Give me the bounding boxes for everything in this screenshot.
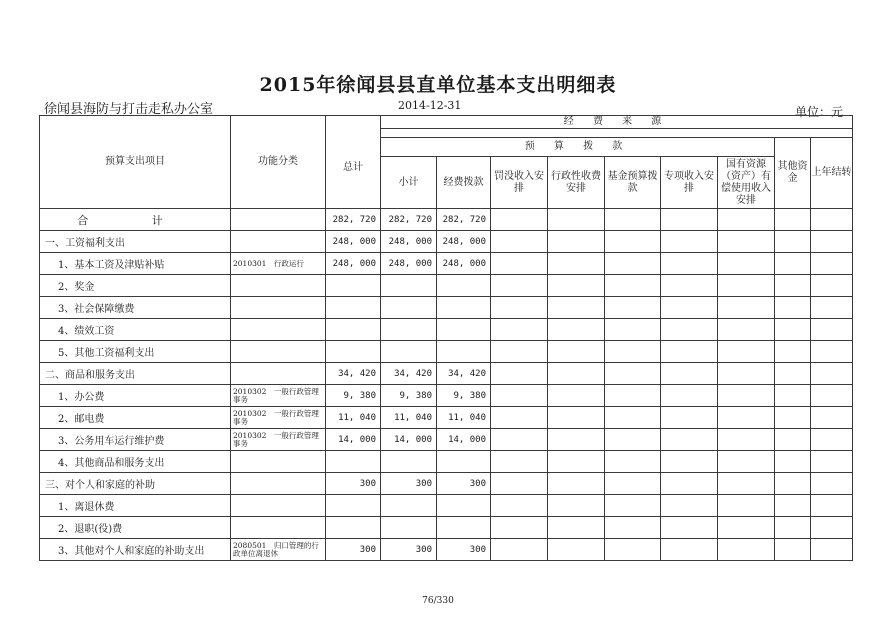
empty-cell — [605, 539, 661, 561]
empty-cell — [548, 319, 605, 341]
header-fines: 罚没收入安排 — [491, 157, 548, 209]
header-total: 总计 — [326, 129, 381, 209]
empty-cell — [661, 253, 718, 275]
header-subtotal: 小计 — [381, 157, 437, 209]
header-carryover: 上年结转 — [811, 138, 853, 209]
row-label: 三、对个人和家庭的补助 — [40, 473, 231, 495]
empty-cell — [775, 275, 811, 297]
row-func — [231, 495, 326, 517]
total-total: 282, 720 — [326, 209, 381, 231]
empty-cell — [661, 231, 718, 253]
empty-cell — [548, 451, 605, 473]
empty-cell — [811, 451, 853, 473]
empty-cell — [548, 385, 605, 407]
row-allocation — [437, 341, 491, 363]
header-blank — [326, 116, 381, 129]
empty-cell — [811, 539, 853, 561]
header-func: 功能分类 — [231, 116, 326, 209]
empty-cell — [811, 473, 853, 495]
empty-cell — [605, 429, 661, 451]
total-allocation: 282, 720 — [437, 209, 491, 231]
empty-cell — [775, 341, 811, 363]
empty-cell — [661, 407, 718, 429]
empty-cell — [718, 495, 775, 517]
empty-cell — [491, 407, 548, 429]
empty-cell — [491, 517, 548, 539]
empty-cell — [548, 297, 605, 319]
empty-cell — [548, 363, 605, 385]
header-spacer — [381, 129, 853, 138]
empty-cell — [775, 385, 811, 407]
row-subtotal: 9, 380 — [381, 385, 437, 407]
header-special: 专项收入安排 — [661, 157, 718, 209]
page-number: 76/330 — [422, 596, 454, 606]
total-func — [231, 209, 326, 231]
page-title: 2015年徐闻县县直单位基本支出明细表 — [259, 74, 617, 96]
row-total: 300 — [326, 473, 381, 495]
header-admin-fees: 行政性收费安排 — [548, 157, 605, 209]
total-row — [40, 209, 853, 231]
empty-cell — [548, 495, 605, 517]
empty-cell — [718, 451, 775, 473]
empty-cell — [605, 517, 661, 539]
row-subtotal: 300 — [381, 539, 437, 561]
empty-cell — [491, 495, 548, 517]
empty-cell — [718, 407, 775, 429]
empty-cell — [661, 517, 718, 539]
row-func — [231, 363, 326, 385]
header-state-assets: 国有资源（资产）有偿使用收入安排 — [718, 157, 775, 209]
row-allocation: 11, 040 — [437, 407, 491, 429]
empty-cell — [491, 429, 548, 451]
empty-cell — [605, 297, 661, 319]
empty-cell — [605, 495, 661, 517]
row-allocation: 14, 000 — [437, 429, 491, 451]
row-func — [231, 517, 326, 539]
empty-cell — [491, 539, 548, 561]
row-subtotal: 14, 000 — [381, 429, 437, 451]
empty-cell — [491, 275, 548, 297]
table-row — [40, 407, 853, 429]
row-subtotal — [381, 297, 437, 319]
row-total — [326, 319, 381, 341]
row-total — [326, 275, 381, 297]
row-label: 3、公务用车运行维护费 — [40, 429, 231, 451]
empty-cell — [661, 341, 718, 363]
empty-cell — [491, 253, 548, 275]
table-row — [40, 385, 853, 407]
empty-cell — [605, 473, 661, 495]
row-allocation — [437, 517, 491, 539]
row-func — [231, 275, 326, 297]
empty-cell — [775, 517, 811, 539]
header-budget: 预 算 拨 款 — [381, 138, 775, 157]
row-label: 2、邮电费 — [40, 407, 231, 429]
table-row — [40, 253, 853, 275]
row-func: 2010301 行政运行 — [231, 253, 326, 275]
row-allocation — [437, 319, 491, 341]
header-source: 经 费 来 源 — [381, 116, 853, 129]
header-allocation: 经费拨款 — [437, 157, 491, 209]
row-total: 14, 000 — [326, 429, 381, 451]
row-label: 3、社会保障缴费 — [40, 297, 231, 319]
empty-cell — [548, 275, 605, 297]
empty-cell — [491, 363, 548, 385]
header-other: 其他资金 — [775, 138, 811, 209]
row-subtotal — [381, 517, 437, 539]
row-label: 一、工资福利支出 — [40, 231, 231, 253]
row-func: 2080501 归口管理的行政单位离退休 — [231, 539, 326, 561]
empty-cell — [548, 253, 605, 275]
row-func: 2010302 一般行政管理事务 — [231, 407, 326, 429]
empty-cell — [491, 297, 548, 319]
table-row — [40, 363, 853, 385]
row-subtotal — [381, 341, 437, 363]
empty-cell — [661, 275, 718, 297]
empty-cell — [548, 539, 605, 561]
row-label: 1、办公费 — [40, 385, 231, 407]
empty-cell — [775, 473, 811, 495]
row-allocation: 34, 420 — [437, 363, 491, 385]
table-header — [40, 116, 853, 209]
row-total — [326, 517, 381, 539]
empty-cell — [718, 319, 775, 341]
empty-cell — [661, 385, 718, 407]
empty-cell — [605, 319, 661, 341]
total-subtotal: 282, 720 — [381, 209, 437, 231]
empty-cell — [775, 297, 811, 319]
empty-cell — [718, 231, 775, 253]
row-allocation — [437, 275, 491, 297]
empty-cell — [605, 363, 661, 385]
table-row — [40, 319, 853, 341]
row-label: 二、商品和服务支出 — [40, 363, 231, 385]
empty-cell — [718, 473, 775, 495]
row-label: 2、奖金 — [40, 275, 231, 297]
table-row — [40, 517, 853, 539]
table-body — [40, 209, 853, 561]
empty-cell — [811, 385, 853, 407]
row-total — [326, 495, 381, 517]
header-item: 预算支出项目 — [40, 116, 231, 209]
empty-cell — [661, 495, 718, 517]
table-row — [40, 231, 853, 253]
table-row — [40, 341, 853, 363]
row-total — [326, 341, 381, 363]
report-date: 2014-12-31 — [398, 99, 462, 112]
empty-cell — [718, 429, 775, 451]
row-func: 2010302 一般行政管理事务 — [231, 385, 326, 407]
row-func — [231, 231, 326, 253]
table-row — [40, 451, 853, 473]
empty-cell — [775, 539, 811, 561]
empty-cell — [661, 319, 718, 341]
table-row — [40, 539, 853, 561]
empty-cell — [605, 407, 661, 429]
row-func — [231, 451, 326, 473]
empty-cell — [491, 231, 548, 253]
empty-cell — [775, 363, 811, 385]
empty-cell — [811, 517, 853, 539]
row-label: 3、其他对个人和家庭的补助支出 — [40, 539, 231, 561]
empty-cell — [811, 253, 853, 275]
row-label: 5、其他工资福利支出 — [40, 341, 231, 363]
expenditure-table — [39, 115, 853, 561]
row-func — [231, 341, 326, 363]
row-subtotal: 248, 000 — [381, 253, 437, 275]
empty-cell — [605, 253, 661, 275]
row-label: 1、基本工资及津贴补贴 — [40, 253, 231, 275]
empty-cell — [775, 451, 811, 473]
row-allocation — [437, 495, 491, 517]
row-subtotal — [381, 495, 437, 517]
empty-cell — [491, 341, 548, 363]
row-total: 9, 380 — [326, 385, 381, 407]
row-allocation: 248, 000 — [437, 231, 491, 253]
row-subtotal — [381, 451, 437, 473]
row-allocation: 300 — [437, 473, 491, 495]
empty-cell — [811, 297, 853, 319]
empty-cell — [661, 539, 718, 561]
row-subtotal: 34, 420 — [381, 363, 437, 385]
row-func — [231, 297, 326, 319]
row-allocation — [437, 297, 491, 319]
table-row — [40, 297, 853, 319]
empty-cell — [661, 363, 718, 385]
empty-cell — [491, 319, 548, 341]
empty-cell — [718, 385, 775, 407]
row-total — [326, 297, 381, 319]
row-allocation: 300 — [437, 539, 491, 561]
empty-cell — [811, 363, 853, 385]
table-row — [40, 473, 853, 495]
currency-unit-label: 单位：元 — [795, 105, 844, 119]
empty-cell — [661, 473, 718, 495]
empty-cell — [775, 231, 811, 253]
header-fund-budget: 基金预算拨款 — [605, 157, 661, 209]
row-func — [231, 319, 326, 341]
total-label: 合 计 — [40, 209, 231, 231]
empty-cell — [605, 451, 661, 473]
empty-cell — [605, 341, 661, 363]
empty-cell — [718, 297, 775, 319]
empty-cell — [775, 407, 811, 429]
table-row — [40, 495, 853, 517]
row-func: 2010302 一般行政管理事务 — [231, 429, 326, 451]
empty-cell — [718, 341, 775, 363]
empty-cell — [718, 539, 775, 561]
row-label: 1、离退休费 — [40, 495, 231, 517]
empty-cell — [775, 429, 811, 451]
table-row — [40, 429, 853, 451]
row-total: 11, 040 — [326, 407, 381, 429]
empty-cell — [718, 275, 775, 297]
empty-cell — [548, 429, 605, 451]
empty-cell — [491, 385, 548, 407]
empty-cell — [718, 517, 775, 539]
empty-cell — [548, 517, 605, 539]
empty-cell — [811, 429, 853, 451]
empty-cell — [605, 275, 661, 297]
empty-cell — [811, 407, 853, 429]
row-total: 248, 000 — [326, 231, 381, 253]
row-label: 4、其他商品和服务支出 — [40, 451, 231, 473]
table-row — [40, 275, 853, 297]
row-total: 248, 000 — [326, 253, 381, 275]
empty-cell — [811, 275, 853, 297]
row-label: 4、绩效工资 — [40, 319, 231, 341]
empty-cell — [548, 231, 605, 253]
row-allocation: 9, 380 — [437, 385, 491, 407]
empty-cell — [775, 253, 811, 275]
row-label: 2、退职(役)费 — [40, 517, 231, 539]
row-subtotal: 11, 040 — [381, 407, 437, 429]
row-subtotal — [381, 275, 437, 297]
row-total — [326, 451, 381, 473]
row-subtotal: 300 — [381, 473, 437, 495]
unit-name: 徐闻县海防与打击走私办公室 — [44, 102, 214, 117]
empty-cell — [605, 385, 661, 407]
empty-cell — [811, 231, 853, 253]
row-allocation: 248, 000 — [437, 253, 491, 275]
empty-cell — [548, 473, 605, 495]
empty-cell — [605, 231, 661, 253]
empty-cell — [811, 495, 853, 517]
row-func — [231, 473, 326, 495]
empty-cell — [661, 297, 718, 319]
row-subtotal: 248, 000 — [381, 231, 437, 253]
empty-cell — [661, 451, 718, 473]
empty-cell — [548, 407, 605, 429]
row-subtotal — [381, 319, 437, 341]
empty-cell — [718, 363, 775, 385]
empty-cell — [775, 495, 811, 517]
empty-cell — [811, 319, 853, 341]
empty-cell — [718, 253, 775, 275]
empty-cell — [811, 341, 853, 363]
empty-cell — [491, 473, 548, 495]
row-total: 300 — [326, 539, 381, 561]
empty-cell — [548, 341, 605, 363]
empty-cell — [491, 451, 548, 473]
empty-cell — [661, 429, 718, 451]
row-allocation — [437, 451, 491, 473]
row-total: 34, 420 — [326, 363, 381, 385]
empty-cell — [775, 319, 811, 341]
